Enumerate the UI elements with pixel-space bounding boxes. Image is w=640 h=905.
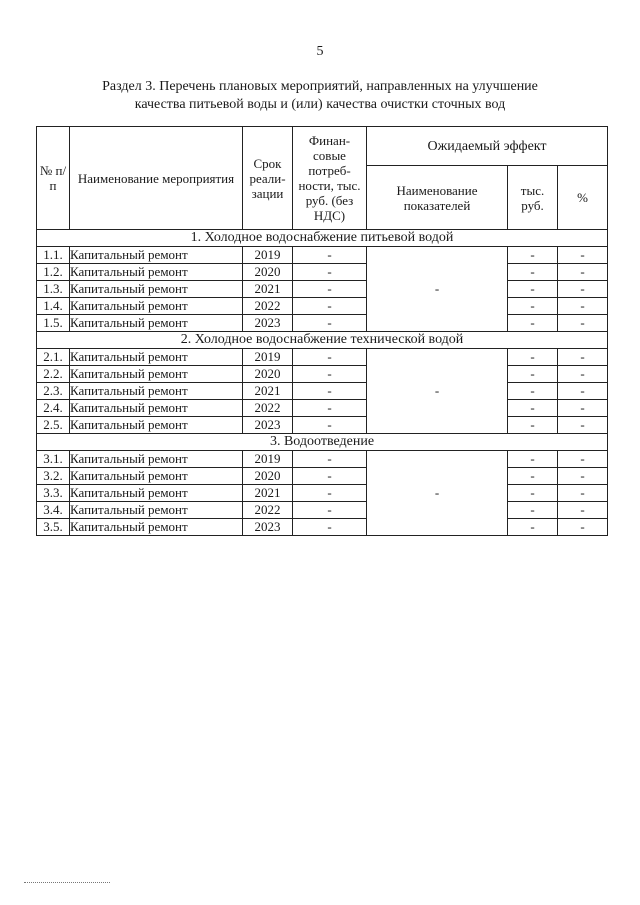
cell-percent: -	[558, 383, 608, 400]
footer-rule	[24, 882, 110, 883]
cell-year: 2021	[243, 485, 293, 502]
cell-name: Капитальный ремонт	[70, 366, 243, 383]
cell-thousand-rub: -	[508, 264, 558, 281]
cell-year: 2019	[243, 247, 293, 264]
cell-num: 1.2.	[37, 264, 70, 281]
cell-thousand-rub: -	[508, 468, 558, 485]
table-row	[37, 468, 608, 485]
header-term: Срок реали-зации	[243, 127, 293, 230]
cell-num: 2.2.	[37, 366, 70, 383]
section-title-line-2: качества питьевой воды и (или) качества очистки сточных вод	[134, 97, 506, 112]
cell-percent: -	[558, 468, 608, 485]
group-row	[37, 434, 608, 451]
cell-num: 3.4.	[37, 502, 70, 519]
group-title: 3. Водоотведение	[37, 434, 608, 451]
cell-percent: -	[558, 366, 608, 383]
cell-indicator: -	[367, 247, 508, 332]
table-row	[37, 281, 608, 298]
table-row	[37, 451, 608, 468]
cell-name: Капитальный ремонт	[70, 468, 243, 485]
cell-name: Капитальный ремонт	[70, 264, 243, 281]
header-expected-effect: Ожидаемый эффект	[367, 127, 608, 166]
table-row	[37, 400, 608, 417]
cell-finance: -	[293, 485, 367, 502]
cell-percent: -	[558, 281, 608, 298]
cell-percent: -	[558, 451, 608, 468]
table-row	[37, 247, 608, 264]
cell-year: 2020	[243, 366, 293, 383]
cell-num: 3.3.	[37, 485, 70, 502]
cell-finance: -	[293, 247, 367, 264]
cell-year: 2021	[243, 281, 293, 298]
cell-thousand-rub: -	[508, 451, 558, 468]
cell-year: 2023	[243, 417, 293, 434]
cell-thousand-rub: -	[508, 315, 558, 332]
header-finance: Финан-совые потреб-ности, тыс. руб. (без НДС)	[293, 127, 367, 230]
cell-year: 2022	[243, 298, 293, 315]
cell-percent: -	[558, 315, 608, 332]
cell-finance: -	[293, 298, 367, 315]
cell-percent: -	[558, 519, 608, 536]
cell-percent: -	[558, 247, 608, 264]
cell-percent: -	[558, 400, 608, 417]
cell-thousand-rub: -	[508, 366, 558, 383]
cell-thousand-rub: -	[508, 519, 558, 536]
cell-year: 2023	[243, 315, 293, 332]
section-title-line-1: Раздел 3. Перечень плановых мероприятий, направленных на улучшение	[102, 79, 538, 94]
section-title	[40, 78, 600, 114]
table-row	[37, 366, 608, 383]
cell-thousand-rub: -	[508, 383, 558, 400]
cell-num: 3.1.	[37, 451, 70, 468]
cell-finance: -	[293, 468, 367, 485]
cell-finance: -	[293, 281, 367, 298]
page-number: 5	[316, 44, 324, 59]
cell-name: Капитальный ремонт	[70, 247, 243, 264]
cell-year: 2020	[243, 264, 293, 281]
cell-finance: -	[293, 383, 367, 400]
group-title: 1. Холодное водоснабжение питьевой водой	[37, 230, 608, 247]
cell-name: Капитальный ремонт	[70, 417, 243, 434]
group-row	[37, 332, 608, 349]
cell-year: 2019	[243, 349, 293, 366]
cell-finance: -	[293, 349, 367, 366]
cell-thousand-rub: -	[508, 298, 558, 315]
header-num: № п/п	[37, 127, 70, 230]
table-row	[37, 502, 608, 519]
cell-thousand-rub: -	[508, 281, 558, 298]
cell-percent: -	[558, 264, 608, 281]
cell-name: Капитальный ремонт	[70, 451, 243, 468]
table-row	[37, 264, 608, 281]
cell-indicator: -	[367, 349, 508, 434]
cell-name: Капитальный ремонт	[70, 315, 243, 332]
cell-num: 1.3.	[37, 281, 70, 298]
cell-num: 2.3.	[37, 383, 70, 400]
cell-finance: -	[293, 502, 367, 519]
cell-name: Капитальный ремонт	[70, 383, 243, 400]
cell-thousand-rub: -	[508, 247, 558, 264]
cell-year: 2020	[243, 468, 293, 485]
table-row	[37, 485, 608, 502]
cell-name: Капитальный ремонт	[70, 502, 243, 519]
cell-num: 1.1.	[37, 247, 70, 264]
cell-year: 2019	[243, 451, 293, 468]
cell-percent: -	[558, 298, 608, 315]
cell-finance: -	[293, 519, 367, 536]
table-body	[37, 230, 608, 536]
cell-finance: -	[293, 451, 367, 468]
cell-percent: -	[558, 417, 608, 434]
cell-percent: -	[558, 349, 608, 366]
cell-percent: -	[558, 502, 608, 519]
cell-name: Капитальный ремонт	[70, 298, 243, 315]
group-row	[37, 230, 608, 247]
cell-name: Капитальный ремонт	[70, 400, 243, 417]
cell-finance: -	[293, 366, 367, 383]
cell-thousand-rub: -	[508, 485, 558, 502]
cell-thousand-rub: -	[508, 417, 558, 434]
header-thousand-rub: тыс. руб.	[508, 166, 558, 230]
table-row	[37, 349, 608, 366]
cell-thousand-rub: -	[508, 400, 558, 417]
cell-indicator: -	[367, 451, 508, 536]
cell-num: 3.5.	[37, 519, 70, 536]
cell-num: 1.5.	[37, 315, 70, 332]
cell-finance: -	[293, 315, 367, 332]
header-percent: %	[558, 166, 608, 230]
cell-num: 1.4.	[37, 298, 70, 315]
table-row	[37, 519, 608, 536]
table-row	[37, 298, 608, 315]
cell-finance: -	[293, 264, 367, 281]
cell-year: 2022	[243, 502, 293, 519]
header-name: Наименование мероприятия	[70, 127, 243, 230]
measures-table	[36, 126, 608, 536]
cell-name: Капитальный ремонт	[70, 281, 243, 298]
cell-thousand-rub: -	[508, 502, 558, 519]
table-row	[37, 417, 608, 434]
cell-num: 2.5.	[37, 417, 70, 434]
cell-year: 2023	[243, 519, 293, 536]
cell-name: Капитальный ремонт	[70, 519, 243, 536]
cell-thousand-rub: -	[508, 349, 558, 366]
cell-finance: -	[293, 417, 367, 434]
cell-num: 2.4.	[37, 400, 70, 417]
group-title: 2. Холодное водоснабжение технической водой	[37, 332, 608, 349]
cell-num: 3.2.	[37, 468, 70, 485]
header-indicators: Наименование показателей	[367, 166, 508, 230]
cell-finance: -	[293, 400, 367, 417]
table-row	[37, 383, 608, 400]
cell-name: Капитальный ремонт	[70, 485, 243, 502]
cell-name: Капитальный ремонт	[70, 349, 243, 366]
table-row	[37, 315, 608, 332]
cell-num: 2.1.	[37, 349, 70, 366]
cell-year: 2021	[243, 383, 293, 400]
cell-year: 2022	[243, 400, 293, 417]
cell-percent: -	[558, 485, 608, 502]
